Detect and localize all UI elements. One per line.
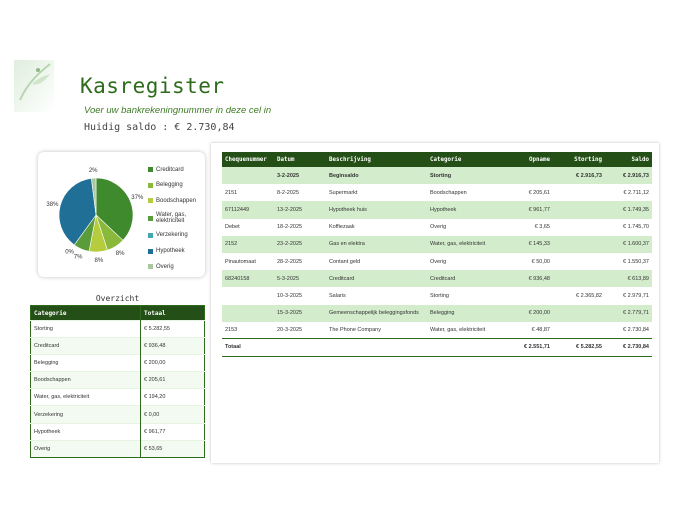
cell-categorie[interactable]: Water, gas, elektriciteit [427, 236, 505, 253]
cell-opname[interactable]: € 50,00 [531, 258, 550, 265]
cell-chequenummer[interactable]: 67112449 [222, 201, 274, 218]
overview-cell-total[interactable]: € 0,00 [141, 406, 205, 423]
total-cell-storting: € 5.282,55 [553, 339, 605, 356]
cell-opname[interactable]: € 205,61 [528, 189, 550, 196]
total-cell-saldo: € 2.730,84 [605, 339, 652, 356]
cell-saldo[interactable]: € 1.749,35 [605, 201, 652, 218]
cell-saldo[interactable]: € 2.979,71 [623, 292, 649, 299]
cell-opname[interactable]: € 961,77 [505, 201, 553, 218]
cell-datum[interactable]: 15-3-2025 [274, 305, 326, 322]
legend-label: Hypotheek [156, 247, 185, 254]
cell-categorie[interactable]: Hypotheek [427, 201, 505, 218]
overview-row [31, 440, 205, 457]
cell-opname[interactable] [505, 167, 553, 184]
legend-item[interactable] [148, 228, 205, 244]
overview-row [31, 406, 205, 423]
legend-label: Water, gas, elektriciteit [156, 211, 187, 225]
cell-categorie[interactable]: Overig [430, 258, 447, 265]
cell-beschrijving[interactable]: Supermarkt [329, 189, 358, 196]
cell-saldo[interactable]: € 1.745,70 [623, 224, 649, 231]
overview-cell-category[interactable]: Belegging [31, 355, 141, 372]
total-row [222, 339, 652, 356]
legend-swatch [148, 198, 153, 203]
cell-saldo[interactable]: € 2.779,71 [605, 305, 652, 322]
cell-datum[interactable]: 23-2-2025 [274, 236, 326, 253]
header-chequenummer[interactable]: Chequenummer [222, 152, 274, 167]
cell-categorie[interactable]: Overig [430, 224, 447, 231]
table-row [222, 287, 652, 304]
overview-header-category[interactable]: Categorie [31, 306, 141, 321]
table-row [222, 167, 652, 184]
cell-chequenummer[interactable]: Debet [225, 224, 240, 231]
pie-data-label: 37% [131, 195, 144, 202]
cell-opname[interactable]: € 145,33 [505, 236, 553, 253]
overview-cell-category[interactable]: Overig [31, 440, 141, 457]
overview-row [31, 355, 205, 372]
overview-row [31, 389, 205, 406]
cell-opname[interactable]: € 48,87 [531, 327, 550, 334]
legend-item[interactable] [148, 209, 205, 228]
cell-beschrijving[interactable]: The Phone Company [329, 327, 381, 334]
table-row [222, 305, 652, 322]
total-cell-datum [274, 339, 326, 356]
overview-cell-category[interactable]: Creditcard [31, 338, 141, 355]
overview-header-total[interactable]: Totaal [141, 306, 205, 321]
cell-chequenummer[interactable]: 68240158 [222, 270, 274, 287]
cell-categorie[interactable]: Boodschappen [430, 189, 467, 196]
cell-beschrijving[interactable]: Contant geld [329, 258, 361, 265]
overview-cell-category[interactable]: Storting [31, 321, 141, 338]
cell-opname[interactable]: € 3,65 [534, 224, 550, 231]
bank-account-prompt[interactable]: Voer uw bankrekeningnummer in deze cel in [84, 105, 272, 116]
overview-row [31, 338, 205, 355]
overview-cell-category[interactable]: Verzekering [31, 406, 141, 423]
legend-label: Creditcard [156, 166, 184, 173]
cell-datum[interactable]: 13-2-2025 [274, 201, 326, 218]
cell-chequenummer[interactable]: 2151 [225, 189, 238, 196]
total-cell-chequenummer: Totaal [222, 339, 274, 356]
cell-datum[interactable]: 28-2-2025 [277, 258, 303, 265]
overview-cell-total[interactable]: € 205,61 [141, 372, 205, 389]
cell-categorie[interactable]: Storting [430, 292, 449, 299]
cell-storting[interactable] [553, 322, 605, 339]
cell-beschrijving[interactable]: Gemeenschappelijk beleggingsfonds [326, 305, 427, 322]
overview-title: Overzicht [95, 294, 140, 303]
legend-item[interactable] [148, 178, 205, 194]
cell-beschrijving[interactable]: Gas en elektra [326, 236, 427, 253]
cell-chequenummer[interactable]: 2152 [222, 236, 274, 253]
cell-saldo[interactable]: € 2.711,12 [623, 189, 649, 196]
cell-opname[interactable] [505, 287, 553, 304]
chart-legend [148, 162, 205, 275]
overview-row [31, 423, 205, 440]
pie-data-label: 0% [65, 249, 74, 256]
cell-datum[interactable]: 20-3-2025 [277, 327, 303, 334]
overview-cell-total[interactable]: € 5.282,55 [141, 321, 205, 338]
pie-data-label: 8% [94, 257, 104, 264]
table-row [222, 201, 652, 218]
legend-swatch [148, 183, 153, 188]
cell-datum[interactable]: 18-2-2025 [277, 224, 303, 231]
overview-cell-category[interactable]: Water, gas, elektriciteit [31, 389, 141, 406]
cell-opname[interactable]: € 936,48 [505, 270, 553, 287]
cell-storting[interactable] [553, 305, 605, 322]
cell-saldo[interactable]: € 2.730,84 [623, 327, 649, 334]
legend-label: Boodschappen [156, 197, 197, 204]
pie-data-label: 8% [115, 250, 125, 257]
header-datum[interactable]: Datum [274, 152, 326, 167]
total-cell-opname: € 2.551,71 [505, 339, 553, 356]
table-row [222, 184, 652, 201]
cell-saldo[interactable]: € 1.600,37 [605, 236, 652, 253]
cell-categorie[interactable]: Creditcard [427, 270, 505, 287]
pie-chart-card[interactable] [38, 152, 205, 277]
header-saldo[interactable]: Saldo [605, 152, 652, 167]
cell-datum[interactable]: 5-3-2025 [274, 270, 326, 287]
pie-data-label: 7% [73, 254, 83, 261]
table-row [222, 219, 652, 236]
header-beschrijving[interactable]: Beschrijving [326, 152, 427, 167]
overview-cell-total[interactable]: € 194,20 [141, 389, 205, 406]
table-row [222, 236, 652, 253]
legend-item[interactable] [148, 162, 205, 178]
total-cell-categorie [427, 339, 505, 356]
pie-data-label: 2% [88, 168, 98, 175]
legend-swatch [148, 249, 153, 254]
legend-label: Overig [156, 263, 174, 270]
legend-label: Verzekering [156, 232, 188, 239]
overview-row [31, 321, 205, 338]
legend-swatch [148, 233, 153, 238]
pie-data-label: 38% [46, 201, 59, 208]
cell-storting[interactable] [553, 201, 605, 218]
cell-categorie[interactable]: Storting [427, 167, 505, 184]
cell-storting[interactable] [553, 270, 605, 287]
cell-beschrijving[interactable]: Salaris [329, 292, 346, 299]
legend-item[interactable] [148, 193, 205, 209]
legend-item[interactable] [148, 259, 205, 275]
cell-beschrijving[interactable]: Koffiezaak [329, 224, 355, 231]
table-row [222, 253, 652, 270]
current-balance: Huidig saldo : € 2.730,84 [84, 122, 235, 133]
overview-cell-category[interactable]: Hypotheek [31, 423, 141, 440]
cell-saldo[interactable]: € 2.916,73 [605, 167, 652, 184]
total-cell-beschrijving [326, 339, 427, 356]
cell-storting[interactable]: € 2.916,73 [553, 167, 605, 184]
legend-item[interactable] [148, 243, 205, 259]
cell-categorie[interactable]: Belegging [427, 305, 505, 322]
overview-cell-total[interactable]: € 200,00 [141, 355, 205, 372]
cell-storting[interactable]: € 2.365,82 [576, 292, 602, 299]
overview-row [31, 372, 205, 389]
header-opname[interactable]: Opname [505, 152, 553, 167]
table-row [222, 270, 652, 287]
header-categorie[interactable]: Categorie [427, 152, 505, 167]
cell-storting[interactable] [553, 253, 605, 270]
page-title: Kasregister [80, 74, 225, 98]
cell-saldo[interactable]: € 613,89 [605, 270, 652, 287]
cell-chequenummer[interactable]: Pinautomaat [225, 258, 256, 265]
cell-chequenummer[interactable]: 2153 [225, 327, 238, 334]
cell-beschrijving[interactable]: Creditcard [326, 270, 427, 287]
leaf-logo-icon [14, 60, 54, 112]
cell-storting[interactable] [553, 184, 605, 201]
overview-cell-category[interactable]: Boodschappen [31, 372, 141, 389]
cell-datum[interactable]: 3-2-2025 [274, 167, 326, 184]
register-table [222, 152, 652, 357]
legend-swatch [148, 167, 153, 172]
cell-datum[interactable]: 10-3-2025 [277, 292, 303, 299]
overview-cell-total[interactable]: € 936,48 [141, 338, 205, 355]
cell-datum[interactable]: 8-2-2025 [277, 189, 300, 196]
cell-storting[interactable] [553, 236, 605, 253]
cell-saldo[interactable]: € 1.550,37 [623, 258, 649, 265]
cell-chequenummer[interactable] [222, 287, 274, 304]
legend-swatch [148, 264, 153, 269]
legend-swatch [148, 216, 153, 221]
cell-chequenummer[interactable] [222, 167, 274, 184]
table-row [222, 322, 652, 339]
overview-table [30, 305, 205, 458]
legend-label: Belegging [156, 182, 183, 189]
cell-beschrijving[interactable]: Beginsaldo [326, 167, 427, 184]
cell-chequenummer[interactable] [222, 305, 274, 322]
cell-storting[interactable] [553, 219, 605, 236]
overview-cell-total[interactable]: € 961,77 [141, 423, 205, 440]
cell-categorie[interactable]: Water, gas, elektriciteit [430, 327, 486, 334]
cell-beschrijving[interactable]: Hypotheek huis [326, 201, 427, 218]
cell-opname[interactable]: € 200,00 [505, 305, 553, 322]
overview-cell-total[interactable]: € 53,65 [141, 440, 205, 457]
header-storting[interactable]: Storting [553, 152, 605, 167]
